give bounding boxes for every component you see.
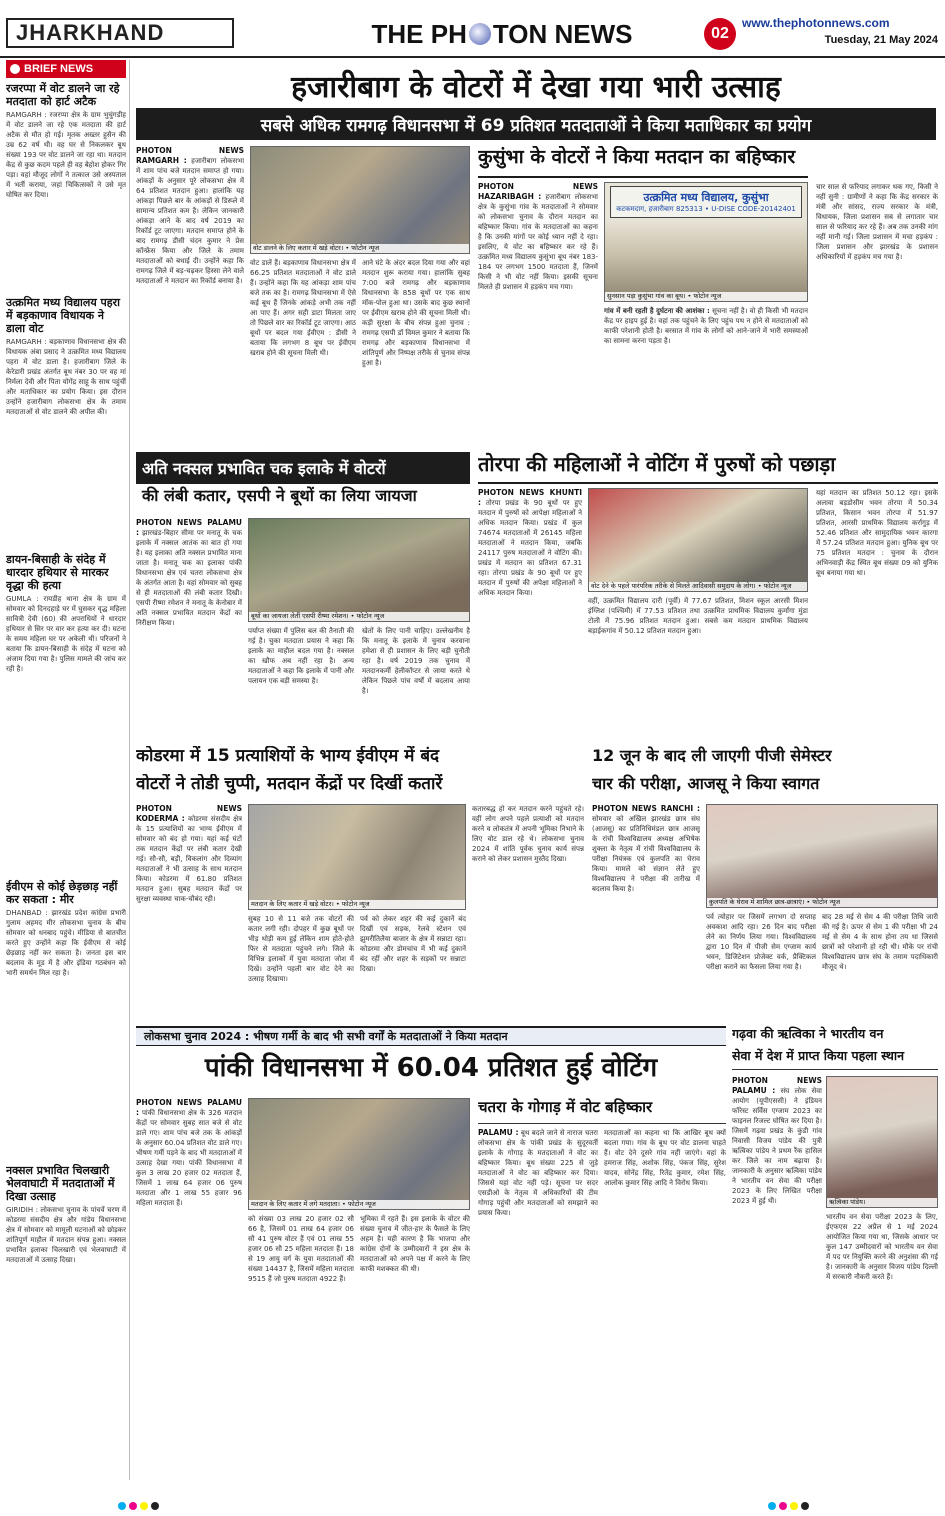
koderma-column-4: कतारबद्ध हो कर मतदान करने पहुंचते रहे। वहीं लोग अपने पहले प्रत्याशी को मतदान करने व लोकतंत्र में अपनी भूमिका निभाने के लिए वोट डाल रहे थे। लोकसभा चुनाव 2024 में शांति पूर्वक चुनाव कार्य संपन्न कराने को लेकर प्रशासन मुस्तैद दिखा।	[472, 805, 584, 863]
garhwa-portrait-caption: ऋत्विका पांडेय।	[827, 1198, 937, 1207]
column-divider	[129, 60, 130, 1480]
garhwa-column-1	[732, 1076, 822, 1272]
kusumbha-dateline: PHOTON NEWS HAZARIBAGH :	[478, 182, 598, 201]
kusumbha-headline: कुसुंभा के वोटरों ने किया मतदान का बहिष्कार	[478, 146, 808, 178]
koderma-headline-line-1: कोडरमा में 15 प्रत्याशियों के भाग्य ईवीएम में बंद	[136, 746, 440, 766]
garhwa-headline-line-2: सेवा में देश में प्राप्त किया पहला स्थान	[732, 1048, 938, 1070]
torpa-dateline: PHOTON NEWS KHUNTI :	[478, 488, 582, 507]
pg-column-1	[592, 804, 700, 1020]
brief-body: RAMGARH : रजरप्पा क्षेत्र के ग्राम भुचुंगडीह में वोट डालने जा रहे एक मतदाता की हार्ट अटैक से मौत हो गई। मृतक अख्तर हुसैन की उम्र 62 वर्ष थी। वह घर से निकलकर बूथ संख्या 193 पर वोट डालने जा रहा था। मतदान केंद्र से कुछ कदम पहले ही वह बेहोश होकर गिर पड़ा। वहां मौजूद लोगों ने तत्काल उसे अस्पताल में भर्ती कराया, जहां चिकित्सकों ने उसे मृत घोषित कर दिया।	[6, 111, 126, 199]
naxal-dateline: PHOTON NEWS PALAMU :	[136, 518, 242, 537]
torpa-photo	[588, 488, 808, 592]
koderma-column-2: सुबह 10 से 11 बजे तक वोटरों की कतार लगी रही। दोपहर में कुछ बूथों पर भीड़ थोड़ी कम हुई लेकिन शाम होते-होते फिर से मतदाता पहुंचने लगे। जिले के विभिन्न इलाकों में युवा मतदाता जोश में दिखे। उन्होंने पहली बार वोट देने का उत्साह दिखाया।	[248, 915, 354, 983]
garhwa-dateline: PHOTON NEWS PALAMU :	[732, 1076, 822, 1095]
yellow-dot	[140, 1502, 148, 1510]
naxal-column-3: खेतों के लिए पानी चाहिए। उल्लेखनीय है कि मनातू के इलाके में चुनाव करवाना हमेशा से ही प्रशासन के लिए बड़ी चुनौती रहा है। वर्ष 2019 तक चुनाव में मतदानकर्मी हेलीकॉप्टर से जाया करते थे लेकिन पिछले पांच वर्षों में बदलाव आया है।	[362, 627, 470, 695]
section-label: JHARKHAND	[16, 20, 165, 45]
brief-news-tag	[6, 60, 126, 78]
chatra-dateline: PALAMU :	[478, 1128, 519, 1137]
page-number-badge	[704, 18, 736, 50]
lead-column-1	[136, 146, 244, 446]
panki-column-1	[136, 1098, 242, 1468]
page-number: 02	[711, 25, 729, 42]
panki-photo	[248, 1098, 470, 1210]
naxal-column-1	[136, 518, 242, 740]
lead-subheadline: सबसे अधिक रामगढ़ विधानसभा में 69 प्रतिशत मतदाताओं ने किया मताधिकार का प्रयोग	[136, 108, 936, 140]
brief-item	[6, 1164, 126, 1455]
magenta-dot	[129, 1502, 137, 1510]
yellow-dot	[790, 1502, 798, 1510]
brief-headline: डायन-बिसाही के संदेह में धारदार हथियार से मारकर वृद्धा की हत्या	[6, 553, 109, 592]
torpa-column-1	[478, 488, 582, 740]
kusumbha-text-2: सूचना नहीं है। वो ही किसी भी मतदान केंद्र पर हाइप हुई है। वहां तक पहुंचने के लिए पहुंच पथ न होने से मतदाताओं को काफी परेशानी होती है। बरसात में गांव के लोगों को आने-जाने में भारी समस्याओं का सामना करना पड़ता है।	[604, 307, 808, 345]
garhwa-headline-line-1: गढ़वा की ऋत्विका ने भारतीय वन	[732, 1026, 884, 1041]
cyan-dot	[118, 1502, 126, 1510]
torpa-photo-caption: वोट देने के पहले पारंपरिक तरीके से मिलते आदिवासी समुदाय के लोग। • फोटोन न्यूज	[589, 582, 807, 591]
panki-dateline: PHOTON NEWS PALAMU :	[136, 1098, 242, 1117]
chatra-text-1: बूथ बदले जाने से नाराज चतरा लोकसभा क्षेत्र के पांकी प्रखंड के सुदूरवर्ती इलाके के गोगाड़ के मतदाताओं ने वोट का बहिष्कार किया। बूथ संख्या 225 से जुड़े मतदाताओं ने वोट का बहिष्कार कर दिया। जिससे यहां वोट नहीं पड़े। सूचना पर सदर एसडीओ के नेतृत्व में अधिकारियों की टीम गोगाड़ पहुंची और मतदाताओं को समझाने का प्रयास किया।	[478, 1129, 598, 1217]
brief-headline: नक्सल प्रभावित चिलखारी भेलवाघाटी में मतदाताओं में दिखा उत्साह	[6, 1164, 115, 1203]
panki-headline: पांकी विधानसभा में 60.04 प्रतिशत हुई वोटिंग	[204, 1053, 658, 1083]
masthead-rule	[0, 56, 945, 58]
kusumbha-photo-caption: सुनसान पड़ा कुसुंभा गांव का बूथ। • फोटोन न्यूज	[605, 292, 807, 301]
garhwa-text-1: संघ लोक सेवा आयोग (यूपीएससी) ने इंडियन फॉरेस्ट सर्विस एग्जाम 2023 का फाइनल रिजल्ट घोषित कर दिया है। जिसमें गढ़वा प्रखंड के कुंडी गांव निवासी विजय पांडेय की पुत्री ऋत्विका पांडेय ने प्रथम रैंक हासिल कर जिले का नाम बढ़ाया है। जानकारी के अनुसार ऋत्विका पांडेय ने भारतीय वन सेवा की परीक्षा 2023 के लिए लिखित परीक्षा 2023 में हुई थी।	[732, 1087, 822, 1205]
garhwa-column-2: भारतीय वन सेवा परीक्षा 2023 के लिए, ईएफएस 22 अप्रैल से 1 मई 2024 आयोजित किया गया था, जिसके आधार पर कुल 147 उम्मीदवारों को भारतीय वन सेवा में पद पर नियुक्ति करने की अनुशंसा की गई है। जानकारी के अनुसार विजय पांडेय दिल्ली में सरकारी नौकरी करते हैं।	[826, 1213, 938, 1281]
bullet-icon	[10, 64, 20, 74]
lead-dateline: PHOTON NEWS RAMGARH :	[136, 146, 244, 165]
koderma-text-1: कोडरमा संसदीय क्षेत्र के 15 प्रत्याशियों का भाग्य ईवीएम में सोमवार को बंद हो गया। यहां कई घंटों तक मतदान केंद्रों पर लंबी कतार देखी गई। सौ-सौ, बड़ी, विकलांग और दिव्यांग मतदाताओं ने भी उत्साह के साथ मतदान किया। कोडरमा में 61.80 प्रतिशत मतदान हुआ। सुबह मतदान केंद्रों पर सुरक्षा व्यवस्था चाक-चौबंद रही।	[136, 815, 242, 903]
brief-headline: उत्क्रमित मध्य विद्यालय पहरा में बड़काणाव विधायक ने डाला वोट	[6, 296, 120, 335]
panki-photo-caption: मतदान के लिए कतार में लगे मतदाता। • फोटोन न्यूज	[249, 1200, 469, 1209]
kusumbha-subhead: गांव में बनी रहती है दुर्घटना की आशंका :	[604, 307, 710, 315]
brief-item	[6, 880, 126, 1158]
koderma-column-3: पर्व को लेकर शहर की कई दुकानें बंद दिखीं एवं सड़क, रेलवे स्टेशन एवं झुमरीतिलैया बाजार के क्षेत्र में सन्नाटा रहा। कोडरमा और डोमचांच में भी कई दुकानें बंद रहीं और शहर के सड़कों पर सन्नाटा दिखा।	[360, 915, 466, 973]
brief-news-label: BRIEF NEWS	[24, 63, 94, 75]
chatra-headline: चतरा के गोगाड़ में वोट बहिष्कार	[478, 1098, 726, 1124]
registration-marks-left	[118, 1502, 159, 1510]
naxal-photo-caption: बूथों का जायजा लेतीं एसपी रीष्मा रमेशन। • फोटोन न्यूज	[249, 612, 469, 621]
black-dot	[151, 1502, 159, 1510]
lead-photo-caption: वोट डालने के लिए कतार में खड़े वोटर। • फोटोन न्यूज	[251, 244, 469, 253]
school-sign-title: उत्क्रमित मध्य विद्यालय, कुसुंभा	[643, 191, 769, 204]
pg-photo-caption: कुलपति के घेराव में शामिल छात्र-छात्राएं। • फोटोन न्यूज	[707, 898, 937, 907]
brief-headline: ईवीएम से कोई छेड़छाड़ नहीं कर सकता : मीर	[6, 880, 118, 906]
lead-text-1: हजारीबाग लोकसभा में शाम पांच बजे मतदान समाप्त हो गया। आंकड़ों के अनुसार पूरे लोकसभा क्षेत्र में 64 प्रतिशत मतदान हुआ। हालांकि यह आंकड़ा पिछले बार के आंकड़ों से डिस्प्ले में सामान्य प्रतिशत कम है। लेकिन जानकारी आंकड़ा आने के बाद वर्ष 2019 का रिकॉर्ड टूट जाएगा। मतदान समाप्त होने के बाद रामगढ़ डीसी चंदन कुमार ने प्रेस कॉन्फ्रेंस किया और जिले के तमाम मतदाताओं को बधाई दी। उन्होंने कहा कि रामगढ़ जिले में बड़-चढ़कर हिस्सा लेने वाले मतदाताओं ने मतदान का रिकॉर्ड बनाया है।	[136, 157, 244, 285]
globe-icon	[469, 23, 491, 45]
torpa-headline: तोरपा की महिलाओं ने वोटिंग में पुरुषों को पछाड़ा	[478, 452, 938, 484]
torpa-column-3: यहां मतदान का प्रतिशत 50.12 रहा। इसके अलावा बड़डोसीम भवन तोरपा में 50.34 प्रतिशत, किसान भवन तोरपा में 51.97 प्रतिशत, आरसी प्राथमिक विद्यालय कर्रागुड़ में 52.46 प्रतिशत और सामुदायिक भवन कारगा में 57.24 प्रतिशत मतदान हुआ। युनिक बूथ पर 75 प्रतिशत मतदान : चुनाव के दौरान अभिनवाड़ी केंद्र स्थित बूथ संख्या 09 को युनिक बूथ बनाया गया था।	[816, 489, 938, 577]
pg-headline-line-2: चार की परीक्षा, आजसू ने किया स्वागत	[592, 774, 820, 793]
school-sign	[610, 186, 802, 218]
pg-headline-line-1: 12 जून के बाद ली जाएगी पीजी सेमेस्टर	[592, 746, 832, 765]
cyan-dot	[768, 1502, 776, 1510]
black-dot	[801, 1502, 809, 1510]
brief-body: RAMGARH : बड़काणाव विधानसभा क्षेत्र की विधायक अंबा प्रसाद ने उत्क्रमित मध्य विद्यालय पहरा में वोट डाला है। हजारीबाग जिले के केरेडारी प्रखंड अंतर्गत बूथ नंबर 30 पर वह मां निर्मला देवी और पिता योगेंद्र साहू के साथ पहुंचीं और मताधिकार का प्रयोग किया। इस दौरान उन्होंने हजारीबाग लोकसभा क्षेत्र के तमाम मतदाताओं से वोट डालने की अपील की।	[6, 338, 126, 416]
brief-item	[6, 82, 126, 290]
website-url[interactable]: www.thephotonnews.com	[742, 16, 890, 30]
newspaper-masthead	[352, 14, 652, 54]
pg-column-3: बाद 28 मई से सेम 4 की परीक्षा तिथि जारी की गई है। ऊपर से सेम 1 की परीक्षा भी 24 मई से सेम 4 के साथ होना तय था जिससे छात्रों को परेशानी हो रही थी। मौके पर रांची विश्वविद्यालय छात्र संघ के तमाम पदाधिकारी मौजूद थे।	[822, 913, 938, 971]
chatra-column-2: मतदाताओं का कहना था कि आखिर बूथ क्यों बदला गया। गांव के बूथ पर वोट डालना चाहते हैं। वोट देने दूसरे गांव नहीं जाएंगे। वहां के हमराज सिंह, अशोक सिंह, पंकज सिंह, सुरेश यादव, सोनेंद्र सिंह, रितेंद्र कुमार, रमेश सिंह, आलोक कुमार सिंह आदि ने विरोध किया।	[604, 1129, 726, 1187]
pg-photo	[706, 804, 938, 908]
brief-headline: रजरप्पा में वोट डालने जा रहे मतदाता को हार्ट अटैक	[6, 82, 120, 108]
kusumbha-column-2	[604, 306, 808, 446]
panki-column-3: भूमिका में रहते हैं। इस इलाके के वोटर की संख्या चुनाव में जीत-हार के फैसले के लिए अहम है। यही कारण है कि भाजपा और कांग्रेस दोनों के उम्मीदवारों ने इस क्षेत्र के मतदाताओं को अपने पक्ष में करने के लिए काफी मशक्कत की थी।	[360, 1215, 470, 1273]
registration-marks-right	[768, 1502, 809, 1510]
lead-photo	[250, 146, 470, 254]
chatra-column-1	[478, 1128, 598, 1468]
kusumbha-column-1	[478, 182, 598, 446]
magenta-dot	[779, 1502, 787, 1510]
naxal-headline-line-2: की लंबी कतार, एसपी ने बूथों का लिया जायजा	[142, 486, 417, 505]
naxal-headline-line-1: अति नक्सल प्रभावित चक इलाके में वोटरों	[136, 452, 470, 484]
torpa-column-2: वहीं, उत्क्रमित विद्यालय दारी (पूर्वी) में 77.67 प्रतिशत, मिशन स्कूल आरसी मिशन इंग्लिश (पश्चिमी) में 77.53 प्रतिशत तथा उत्क्रमित प्राथमिक विद्यालय कुर्मांगा मुंडा टोली में 75.96 प्रतिशत मतदान हुआ। सबसे कम मतदान प्राथमिक विद्यालय बड़ाईकगांव में 50.12 प्रतिशत मतदान हुआ।	[588, 597, 808, 635]
panki-text-1: पांकी विधानसभा क्षेत्र के 326 मतदान केंद्रों पर सोमवार सुबह सात बजे से वोट डाले गए। शाम पांच बजे तक के आंकड़ों के अनुसार 60.04 प्रतिशत वोट डाले गए। भीषण गर्मी पड़ने के बाद भी मतदाताओं में उत्साह देखा गया। पांकी विधानसभा में कुल 3 लाख 20 हजार 02 मतदाता हैं, जिसमें 1 लाख 64 हजार 06 पुरुष मतदाता और 1 लाख 55 हजार 96 महिला मतदाता हैं।	[136, 1109, 242, 1207]
brief-body: DHANBAD : झारखंड प्रदेश कांग्रेस प्रभारी गुलाम अहमद मीर लोकसभा चुनाव के बीच सोमवार को धनबाद पहुंचे। मीडिया से बातचीत करते हुए उन्होंने कहा कि ईवीएम से कोई छेड़छाड़ नहीं कर सकता है। जनता इस बार बदलाव के मूड में है और इंडिया गठबंधन को भारी समर्थन मिल रहा है।	[6, 909, 126, 977]
kusumbha-column-3: चार साल से फरियाद लगाकर थक गए, किसी ने नहीं सुनी : ग्रामीणों ने कहा कि केंद्र सरकार के मंत्री और सांसद, राज्य सरकार के मंत्री, विधायक, जिला प्रशासन सब से लगातार चार साल से फरियाद कर रहे हैं। अब तक उनकी मांग नहीं मानी गई। जिला प्रशासन में मचा हड़कंप : जिला प्रशासन और झारखंड के प्रशासन अधिकारियों में हड़कंप मच गया है।	[816, 183, 938, 261]
pg-dateline: PHOTON NEWS RANCHI :	[592, 804, 700, 813]
koderma-photo-caption: मतदान के लिए कतार में खड़े वोटर। • फोटोन न्यूज	[249, 900, 465, 909]
panki-column-2: को संख्या 03 लाख 20 हजार 02 सौ 66 है, जिसमें 01 लाख 64 हजार 06 सौ 41 पुरुष वोटर हैं एवं 01 लाख 55 हजार 06 सौ 25 महिला मतदाता हैं। 18 से 19 आयु वर्ग के युवा मतदाताओं की संख्या 14437 है, जिसमें महिला मतदाता 9515 हैं जो पुरुष मतदाता 4922 हैं।	[248, 1215, 354, 1283]
naxal-column-2: पर्याप्त संख्या में पुलिस बल की तैनाती की गई है। चुका मतदाता प्रयास ने कहा कि इलाके का माहौल बदल गया है। नक्सल का खौफ अब नहीं रहा है। अन्य मतदाताओं ने कहा कि इलाके में पानी और पलायन एक बड़ी समस्या है।	[248, 627, 354, 685]
brief-item	[6, 296, 126, 547]
masthead-title-right: TON NEWS	[492, 18, 633, 49]
brief-item	[6, 553, 126, 874]
kusumbha-text-1: हजारीबाग लोकसभा क्षेत्र के कुसुंभा गांव के मतदाताओं ने सोमवार को लोकसभा चुनाव के दौरान मतदान का बहिष्कार किया। गांव के मतदाताओं का कहना है कि उनकी मांगों पर कोई ध्यान नहीं दे रहा। इसलिए, ये वोट का बहिष्कार कर रहे हैं। उत्क्रमित मध्य विद्यालय कुसुंभा बूथ नंबर 183-184 पर लगभग 1500 मतदाता हैं, जिनमें किसी ने भी वोट नहीं किया। इसकी सूचना मिलते ही प्रशासन में हड़कंप मच गया।	[478, 193, 598, 291]
koderma-dateline: PHOTON NEWS KODERMA :	[136, 804, 242, 823]
koderma-column-1	[136, 804, 242, 1020]
pg-column-2: पर्व त्योहार पर जिसमें लगभग दो सप्ताह अवकाश आदि रहा। 26 दिन बाद परीक्षा लेने का निर्णय लिया गया। विश्वविद्यालय द्वारा 10 दिन में पीजी सेम एग्जाम कार्य भवन, डिजिटेशन प्रोजेक्ट वर्क, प्रैक्टिकल परीक्षा कराने का फैसला लिया गया है।	[706, 913, 816, 971]
masthead-title-left: THE PH	[371, 18, 467, 49]
brief-body: GIRIDIH : लोकसभा चुनाव के पांचवें चरण में कोडरमा संसदीय क्षेत्र और गांडेय विधानसभा क्षेत्र में सोमवार को मामूली घटनाओं को छोड़कर शांतिपूर्ण माहौल में मतदान संपन्न हुआ। नक्सल प्रभावित इलाका चिलखारी एवं भेलवाघाटी में मतदाताओं में उत्साह दिखा।	[6, 1206, 126, 1264]
lead-column-2: वोट डालें हैं। बड़काणाव विधानसभा क्षेत्र में 66.25 प्रतिशत मतदाताओं ने वोट डाले हैं। उन्होंने कहा कि यह आंकड़ा शाम पांच बजे तक का है। रामगढ़ विधानसभा में ऐसे कई बूथ हैं जिनके आंकड़े अभी तक नहीं आ पाए हैं। अगर सही डाटा मिलता जाए तो पिछले वार का रिकॉर्ड टूट जाएगा। आठ बूथों पर बदल गया ईवीएम : डीसी ने बताया कि लगभग 8 बूथ पर ईवीएम खराब होने की सूचना मिली थी।	[250, 259, 356, 357]
torpa-text-1: तोरपा प्रखंड के 90 बूथों पर हुए मतदान में पुरुषों को आपेक्षा महिलाओं ने अधिक मतदान किया। प्रखंड में कुल 74674 मतदाताओं में 26145 महिला मतदाताओं ने मतदान किया, जबकि 24117 पुरुष मतदाताओं ने वोटिंग की। प्रखंड में मतदान का प्रतिशत 67.31 रहा। तोरपा प्रखंड के 90 बूथों पर हुए मतदान में पुरुषों की अपेक्षा महिलाओं ने अधिक मतदान किया।	[478, 499, 582, 597]
election-band: लोकसभा चुनाव 2024 : भीषण गर्मी के बाद भी सभी वर्गों के मतदाताओं ने किया मतदान	[136, 1026, 726, 1046]
koderma-photo	[248, 804, 466, 910]
naxal-photo	[248, 518, 470, 622]
school-sign-subtitle: कटकमदाग, हजारीबाग 825313 • U-DISE CODE-20142401	[616, 205, 796, 213]
naxal-text-1: झारखंड-बिहार सीमा पर मनातू के चक इलाके में नक्सल आतंक का बात हो गया है। यह इलाका अति नक्सल प्रभावित माना जाता है। मनातू चक का इलाका पांकी विधानसभा क्षेत्र एवं चतरा लोकसभा क्षेत्र के अंतर्गत आता है। वहां सोमवार को सुबह से ही मतदाताओं की लंबी कतार दिखी। एसपी रीष्मा रमेशन ने मनातू के केनोबार में अति नक्सल प्रभावित मतदान केंद्रों का निरीक्षण किया।	[136, 529, 242, 627]
pg-text-1: सोमवार को अखिल झारखंड छात्र संघ (आजसू) का प्रतिनिधिमंडल छात्र आजसू के रांची विश्वविद्यालय अध्यक्ष अभिषेक शुक्ला के नेतृत्व में रांची विश्वविद्यालय के परीक्षा नियंत्रक एवं कुलपति का घेराव किया। मामले को संज्ञान लेते हुए विश्वविद्यालय ने परीक्षा की तारीख में बदलाव किया है।	[592, 815, 700, 893]
brief-news-column	[6, 60, 126, 1480]
brief-body: GUMLA : रायडीह थाना क्षेत्र के ग्राम में सोमवार को दिनदहाड़े घर में घुसकर वृद्ध महिला सावित्री देवी (60) की अपराधियों ने धारदार हथियार से सिर पर वार कर हत्या कर दी। घटना के समय महिला घर पर अकेली थी। परिजनों ने बताया कि डायन-बिसाही के संदेह में घटना को अंजाम दिया गया है। पुलिस मामले की जांच कर रही है।	[6, 595, 126, 673]
lead-headline: हजारीबाग के वोटरों में देखा गया भारी उत्साह	[291, 69, 781, 105]
lead-column-3: आने घंटे के अंदर बदल दिया गया और वहां मतदान शुरू कराया गया। हालांकि सुबह 7:00 बजे रामगढ़ और बड़काणाव विधानसभा के 858 बूथों पर एक साथ मॉक-पोल हुआ था। उसके बाद कुछ स्थानों पर ईवीएम खराब होने की सूचना मिली थी। कड़ी सुरक्षा के बीच संपन्न हुआ चुनाव : रामगढ़ एसपी डॉ विमल कुमार ने बताया कि रामगढ़ और बड़काणाव विधानसभा में शांतिपूर्ण और निष्पक्ष तरीके से चुनाव संपन्न हुआ है।	[362, 259, 470, 367]
section-tag	[6, 18, 234, 48]
issue-date: Tuesday, 21 May 2024	[824, 34, 938, 46]
koderma-headline-line-2: वोटरों ने तोडी चुप्पी, मतदान केंद्रों पर दिखीं कतारें	[136, 774, 443, 794]
garhwa-portrait	[826, 1076, 938, 1208]
